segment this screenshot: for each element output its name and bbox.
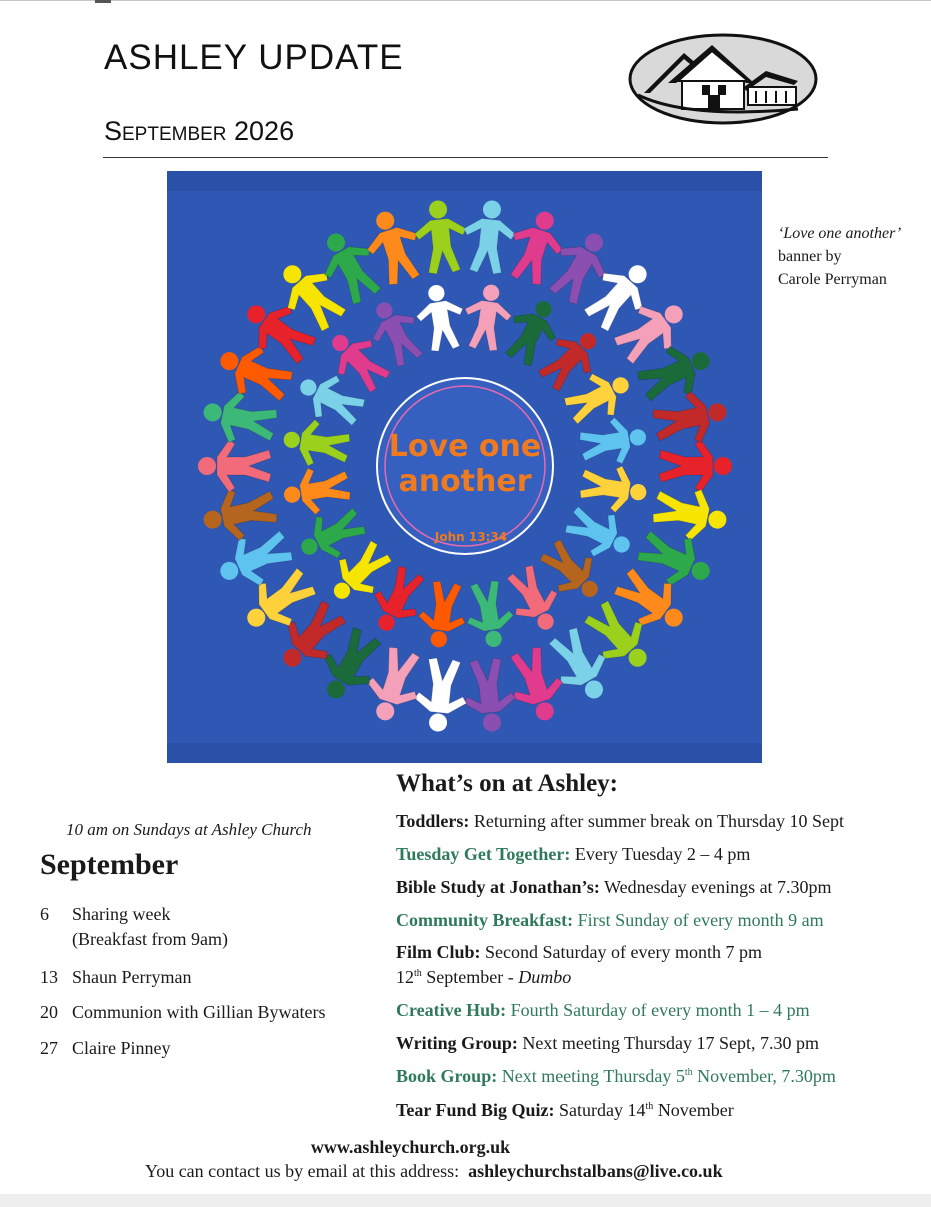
service-day: 13	[40, 967, 58, 987]
event-name: Film Club:	[396, 942, 481, 962]
book-day-suffix: th	[684, 1067, 693, 1078]
quiz-day-suffix: th	[645, 1101, 654, 1112]
event-detail: Returning after summer break on Thursday 10 Sept	[469, 811, 844, 831]
event-detail: Next meeting Thursday 5	[497, 1066, 685, 1086]
event-name: Tuesday Get Together:	[396, 844, 571, 864]
event-community-breakfast	[396, 908, 824, 932]
banner-text-line1: Love one	[388, 429, 542, 464]
event-detail: Saturday 14	[554, 1100, 646, 1120]
event-tear-fund-quiz	[396, 1098, 734, 1122]
event-name: Community Breakfast:	[396, 910, 574, 930]
caption-line-2: banner by	[778, 248, 842, 265]
event-detail: Second Saturday of every month 7 pm	[480, 942, 762, 962]
service-text: Shaun Perryman	[72, 967, 192, 987]
event-detail: First Sunday of every month 9 am	[573, 910, 824, 930]
quiz-rest: November	[653, 1100, 734, 1120]
top-border	[0, 0, 931, 1]
whats-on-heading: What’s on at Ashley:	[396, 770, 619, 797]
church-logo	[628, 33, 818, 125]
header-divider	[103, 157, 828, 158]
film-day-suffix: th	[414, 968, 422, 979]
event-detail: Every Tuesday 2 – 4 pm	[570, 844, 751, 864]
event-name: Tear Fund Big Quiz:	[396, 1100, 555, 1120]
film-rest: September -	[421, 967, 519, 987]
service-text: Sharing week	[72, 904, 171, 924]
film-day: 12	[396, 967, 414, 987]
services-month-heading: September	[40, 848, 179, 881]
banner-text-reference: John 13:34	[434, 530, 508, 544]
service-day: 20	[40, 1002, 58, 1022]
newsletter-month: September 2026	[104, 116, 295, 146]
caption-title: ‘Love one another’	[778, 225, 902, 242]
service-extra: (Breakfast from 9am)	[72, 929, 228, 949]
contact-text: You can contact us by email at this address:	[145, 1161, 460, 1181]
event-detail: Fourth Saturday of every month 1 – 4 pm	[506, 1000, 810, 1020]
event-detail: Next meeting Thursday 17 Sept, 7.30 pm	[517, 1033, 819, 1053]
event-film-club	[396, 940, 762, 964]
email-link[interactable]: ashleychurchstalbans@live.co.uk	[468, 1161, 723, 1181]
banner-text-line2: another	[398, 464, 532, 499]
event-name: Creative Hub:	[396, 1000, 507, 1020]
event-book-group	[396, 1064, 836, 1088]
film-title: Dumbo	[518, 967, 572, 987]
event-name: Toddlers:	[396, 811, 470, 831]
caption-line-3: Carole Perryman	[778, 271, 887, 288]
banner-caption	[778, 222, 928, 291]
event-bible-study	[396, 875, 832, 899]
event-toddlers	[396, 809, 844, 833]
event-name: Book Group:	[396, 1066, 498, 1086]
top-mark	[95, 0, 111, 3]
service-day: 27	[40, 1038, 58, 1058]
event-film-club-next	[396, 965, 571, 989]
website-link[interactable]: www.ashleychurch.org.uk	[310, 1137, 511, 1157]
love-one-another-banner-photo	[167, 171, 762, 763]
service-day: 6	[40, 904, 49, 924]
services-note: 10 am on Sundays at Ashley Church	[66, 820, 312, 839]
service-text: Claire Pinney	[72, 1038, 171, 1058]
event-tuesday-get-together	[396, 842, 750, 866]
service-text: Communion with Gillian Bywaters	[72, 1002, 326, 1022]
event-detail: Wednesday evenings at 7.30pm	[599, 877, 832, 897]
event-name: Writing Group:	[396, 1033, 518, 1053]
newsletter-title: ASHLEY UPDATE	[104, 38, 404, 77]
event-creative-hub	[396, 998, 810, 1022]
event-name: Bible Study at Jonathan’s:	[396, 877, 600, 897]
event-writing-group	[396, 1031, 819, 1055]
contact-line	[145, 1161, 723, 1182]
bottom-strip	[0, 1194, 931, 1207]
book-rest: November, 7.30pm	[692, 1066, 836, 1086]
